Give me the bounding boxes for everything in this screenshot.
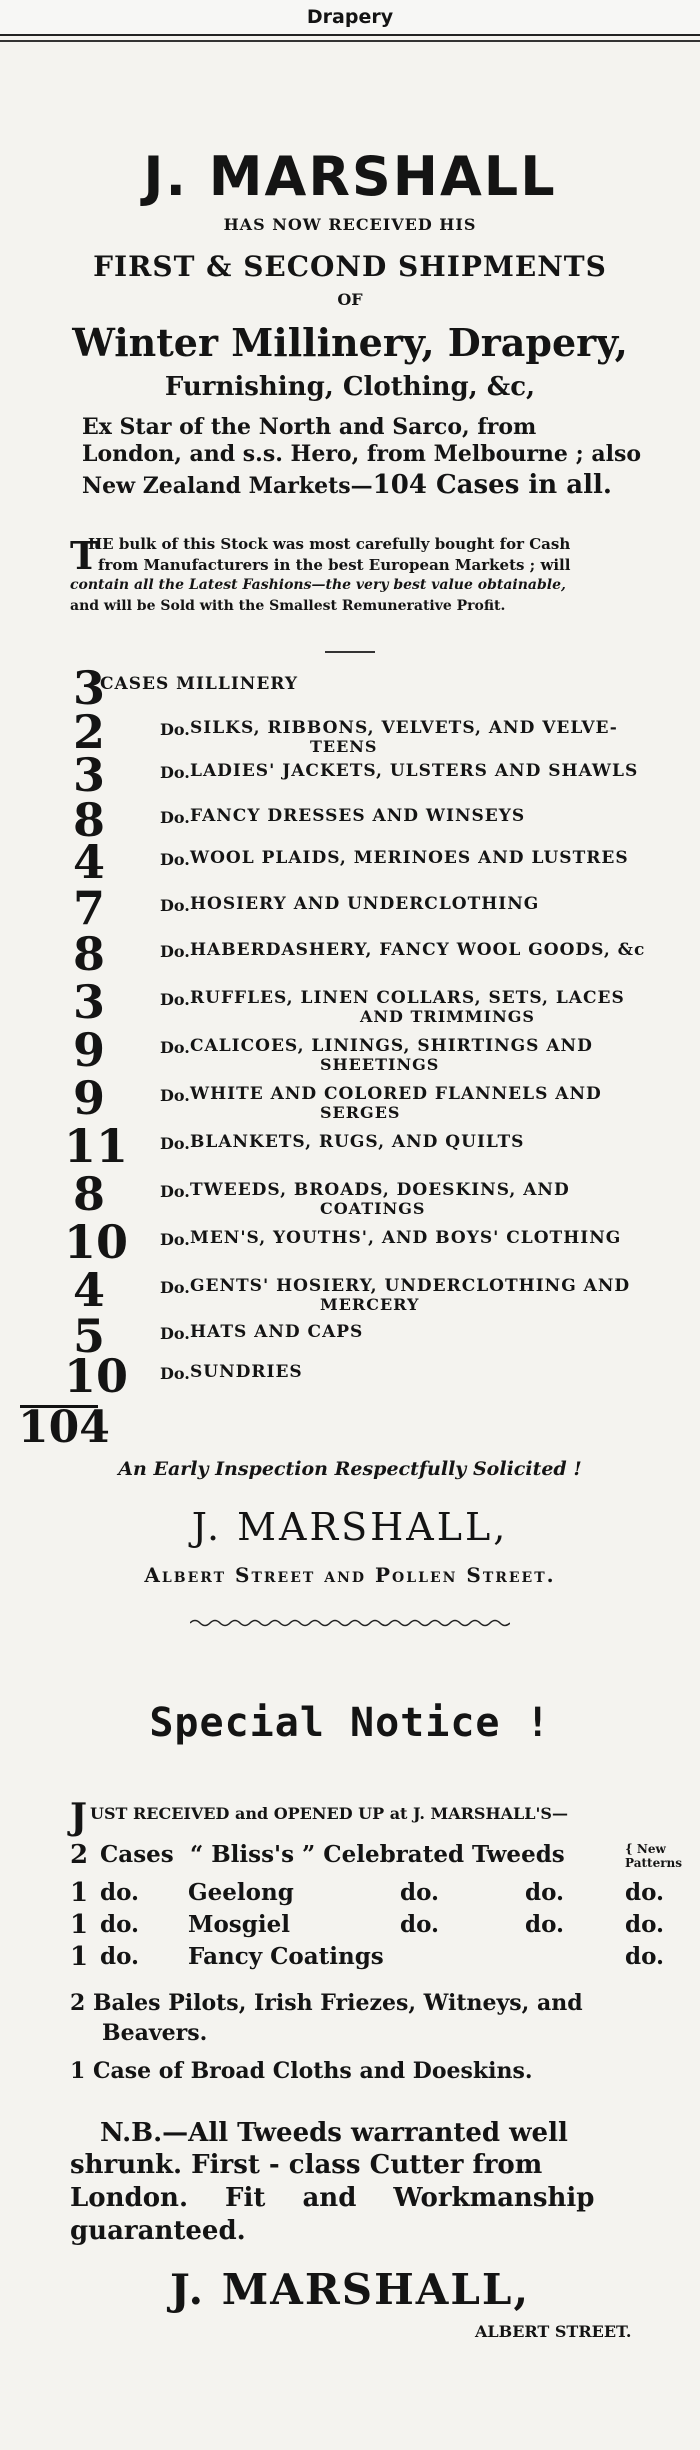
ad1-item-row (20, 881, 670, 935)
ad1-item-qty: 5 (72, 1309, 105, 1363)
ad2-bales-line1: 2 Bales Pilots, Irish Friezes, Witneys, and (70, 1990, 583, 2016)
ad2-row-col3: { New Patterns (625, 1842, 682, 1870)
ad2-row-unit: do. (100, 1911, 140, 1938)
top-rule (0, 40, 700, 42)
ad1-item-qty: 8 (72, 927, 105, 981)
ad2-bales-line2: Beavers. (102, 2020, 208, 2046)
ad1-item-row (20, 975, 670, 1029)
ad1-item-row (20, 1071, 670, 1125)
ad1-item-desc: WOOL PLAIDS, MERINOES AND LUSTRES (190, 848, 629, 868)
ad1-item-row (20, 1215, 670, 1269)
ad2-row (70, 1942, 690, 1972)
ad1-item-desc-cont: MERCERY (320, 1295, 420, 1314)
ad1-item-do: Do. (160, 896, 190, 915)
ad2-nb-line4: guaranteed. (70, 2216, 246, 2246)
ad1-item-row (20, 793, 670, 847)
ad1-item-desc: GENTS' HOSIERY, UNDERCLOTHING AND (190, 1276, 631, 1296)
section-header: Drapery (0, 0, 700, 36)
ad1-item-desc: CALICOES, LININGS, SHIRTINGS AND (190, 1036, 593, 1056)
ad2-row-item: Fancy Coatings (188, 1943, 384, 1970)
ad1-bulk-line3: contain all the Latest Fashions—the very best value obtainable, (70, 577, 566, 593)
ad1-item-do: Do. (160, 850, 190, 869)
ad1-signature: J. MARSHALL, (191, 1505, 509, 1549)
ad1-item-desc: HOSIERY AND UNDERCLOTHING (190, 894, 540, 914)
ad2-row-item: “ Bliss's ” Celebrated Tweeds (190, 1841, 565, 1868)
ad1-item-qty: 4 (72, 835, 105, 889)
ad2-row-count: 1 (70, 1878, 89, 1908)
ad1-item-row (20, 705, 670, 759)
ad2-row-col1: do. (400, 1879, 440, 1906)
ad1-bulk-paragraph (70, 535, 650, 635)
ad2-row-item: Mosgiel (188, 1911, 290, 1938)
ad1-case-count: 104 Cases in all. (372, 470, 612, 500)
ad2-nb-line2: shrunk. First - class Cutter from (70, 2150, 543, 2180)
ad1-item-desc: HATS AND CAPS (190, 1322, 364, 1342)
ad1-inspection: An Early Inspection Respectfully Solicited ! (118, 1458, 582, 1480)
ad1-item-do: Do. (160, 990, 190, 1009)
ad2-row-count: 2 (70, 1840, 89, 1870)
ad1-name: J. MARSHALL (143, 145, 557, 208)
ad1-item-desc: FANCY DRESSES AND WINSEYS (190, 806, 526, 826)
ad2-row-col3: do. (625, 1911, 665, 1938)
ad1-item-desc: HABERDASHERY, FANCY WOOL GOODS, &c (190, 940, 646, 960)
ad1-bulk-line4: and will be Sold with the Smallest Remunerative Profit. (70, 598, 506, 614)
ad1-address: Albert Street and Pollen Street. (144, 1563, 556, 1587)
ad1-item-do: Do. (160, 1182, 190, 1201)
ad1-item-desc-cont: SERGES (320, 1103, 401, 1122)
ad1-item-qty: 11 (64, 1119, 129, 1173)
ad1-item-desc-cont: TEENS (310, 737, 378, 756)
ad1-has-now: HAS NOW RECEIVED HIS (223, 215, 477, 234)
wavy-divider (190, 1618, 510, 1628)
ad1-item-desc: LADIES' JACKETS, ULSTERS AND SHAWLS (190, 761, 639, 781)
ad1-ex-line1: Ex Star of the North and Sarco, from (82, 414, 537, 440)
ad1-item-desc: BLANKETS, RUGS, AND QUILTS (190, 1132, 525, 1152)
ad2-row-count: 1 (70, 1910, 89, 1940)
ad1-line1: Winter Millinery, Drapery, (72, 320, 628, 365)
ad1-item-desc: TWEEDS, BROADS, DOESKINS, AND (190, 1180, 570, 1200)
ad2-row-unit: Cases (100, 1841, 174, 1868)
ad1-item-do: Do. (160, 808, 190, 827)
ad1-item-row (20, 661, 670, 715)
ad1-item-desc: SUNDRIES (190, 1362, 303, 1382)
ad1-item-qty: 3 (72, 975, 105, 1029)
ad2-row-unit: do. (100, 1943, 140, 1970)
ad2-nb-line3: London. Fit and Workmanship (70, 2183, 595, 2213)
ad1-of: OF (337, 290, 363, 309)
ad1-item-qty: 4 (72, 1263, 105, 1317)
ad1-item-do: Do. (160, 1038, 190, 1057)
ad1-item-do: Do. (160, 1134, 190, 1153)
ad1-item-desc: SILKS, RIBBONS, VELVETS, AND VELVE- (190, 718, 618, 738)
ad1-item-qty: 8 (72, 793, 105, 847)
ad2-case-line: 1 Case of Broad Cloths and Doeskins. (70, 2058, 533, 2084)
ad1-bulk-line2: from Manufacturers in the best European Markets ; will (98, 556, 571, 574)
ad1-total: 104 (18, 1402, 110, 1453)
ad1-item-do: Do. (160, 720, 190, 739)
ad2-intro-initial: J (70, 1796, 88, 1838)
ad2-signature: J. MARSHALL, (169, 2265, 531, 2314)
ad2-row-unit: do. (100, 1879, 140, 1906)
ad1-item-row (20, 1349, 670, 1403)
ad2-row-col1: do. (400, 1911, 440, 1938)
ad1-bulk-line1: HE bulk of this Stock was most carefully bought for Cash (88, 535, 571, 553)
ad1-item-desc-cont: AND TRIMMINGS (360, 1007, 535, 1026)
ad2-nb-line1: N.B.—All Tweeds warranted well (100, 2118, 568, 2148)
ad1-item-desc: RUFFLES, LINEN COLLARS, SETS, LACES (190, 988, 625, 1008)
ad1-item-row (20, 1119, 670, 1173)
ad1-item-row (20, 1167, 670, 1221)
ad2-address: ALBERT STREET. (475, 2322, 632, 2341)
ad1-item-row (20, 1023, 670, 1077)
ad2-row-count: 1 (70, 1942, 89, 1972)
ad1-item-do: Do. (160, 942, 190, 961)
ad1-item-qty: 10 (64, 1349, 129, 1403)
ad1-item-row (20, 748, 670, 802)
ad2-row-item: Geelong (188, 1879, 294, 1906)
ad1-item-qty: 2 (72, 705, 105, 759)
ad1-ex-line2: London, and s.s. Hero, from Melbourne ; also (82, 441, 642, 467)
ad1-item-qty: 3 (72, 661, 105, 715)
ad2-intro (70, 1796, 690, 1840)
ad1-item-row (20, 927, 670, 981)
ad1-item-row (20, 835, 670, 889)
short-divider (325, 651, 375, 653)
ad2-row-col2: do. (525, 1911, 565, 1938)
ad1-item-qty: 3 (72, 748, 105, 802)
ad2-row-col2: do. (525, 1879, 565, 1906)
ad1-item-do: Do. (160, 1364, 190, 1383)
ad1-item-row (20, 1263, 670, 1317)
ad1-item-desc: WHITE AND COLORED FLANNELS AND (190, 1084, 602, 1104)
ad1-item-desc: MEN'S, YOUTHS', AND BOYS' CLOTHING (190, 1228, 622, 1248)
ad2-row (70, 1840, 690, 1870)
ad1-bulk-initial: T (70, 533, 99, 578)
ad1-item-desc-cont: COATINGS (320, 1199, 426, 1218)
ad1-ex-line3 (82, 470, 682, 500)
ad1-item-qty: 8 (72, 1167, 105, 1221)
ad1-item-do: Do. (160, 763, 190, 782)
ad1-item-qty: 9 (72, 1023, 105, 1077)
ad2-row (70, 1910, 690, 1940)
ad1-item-qty: 10 (64, 1215, 129, 1269)
ad2-row (70, 1878, 690, 1908)
ad1-item-do: Do. (160, 1086, 190, 1105)
ad1-item-desc: CASES MILLINERY (100, 674, 299, 694)
ad1-item-qty: 9 (72, 1071, 105, 1125)
ad1-shipments: FIRST & SECOND SHIPMENTS (93, 250, 607, 283)
ad1-item-do: Do. (160, 1230, 190, 1249)
ad1-item-desc-cont: SHEETINGS (320, 1055, 440, 1074)
ad2-title: Special Notice ! (149, 1700, 551, 1746)
ad1-line2: Furnishing, Clothing, &c, (164, 372, 536, 402)
ad1-item-do: Do. (160, 1324, 190, 1343)
ad2-row-col3: do. (625, 1943, 665, 1970)
ad2-row-col3: do. (625, 1879, 665, 1906)
ad1-ex-line3a: New Zealand Markets— (82, 473, 373, 499)
ad1-item-do: Do. (160, 1278, 190, 1297)
ad1-item-qty: 7 (72, 881, 105, 935)
ad2-intro-text: UST RECEIVED and OPENED UP at J. MARSHALL'S— (90, 1804, 568, 1823)
